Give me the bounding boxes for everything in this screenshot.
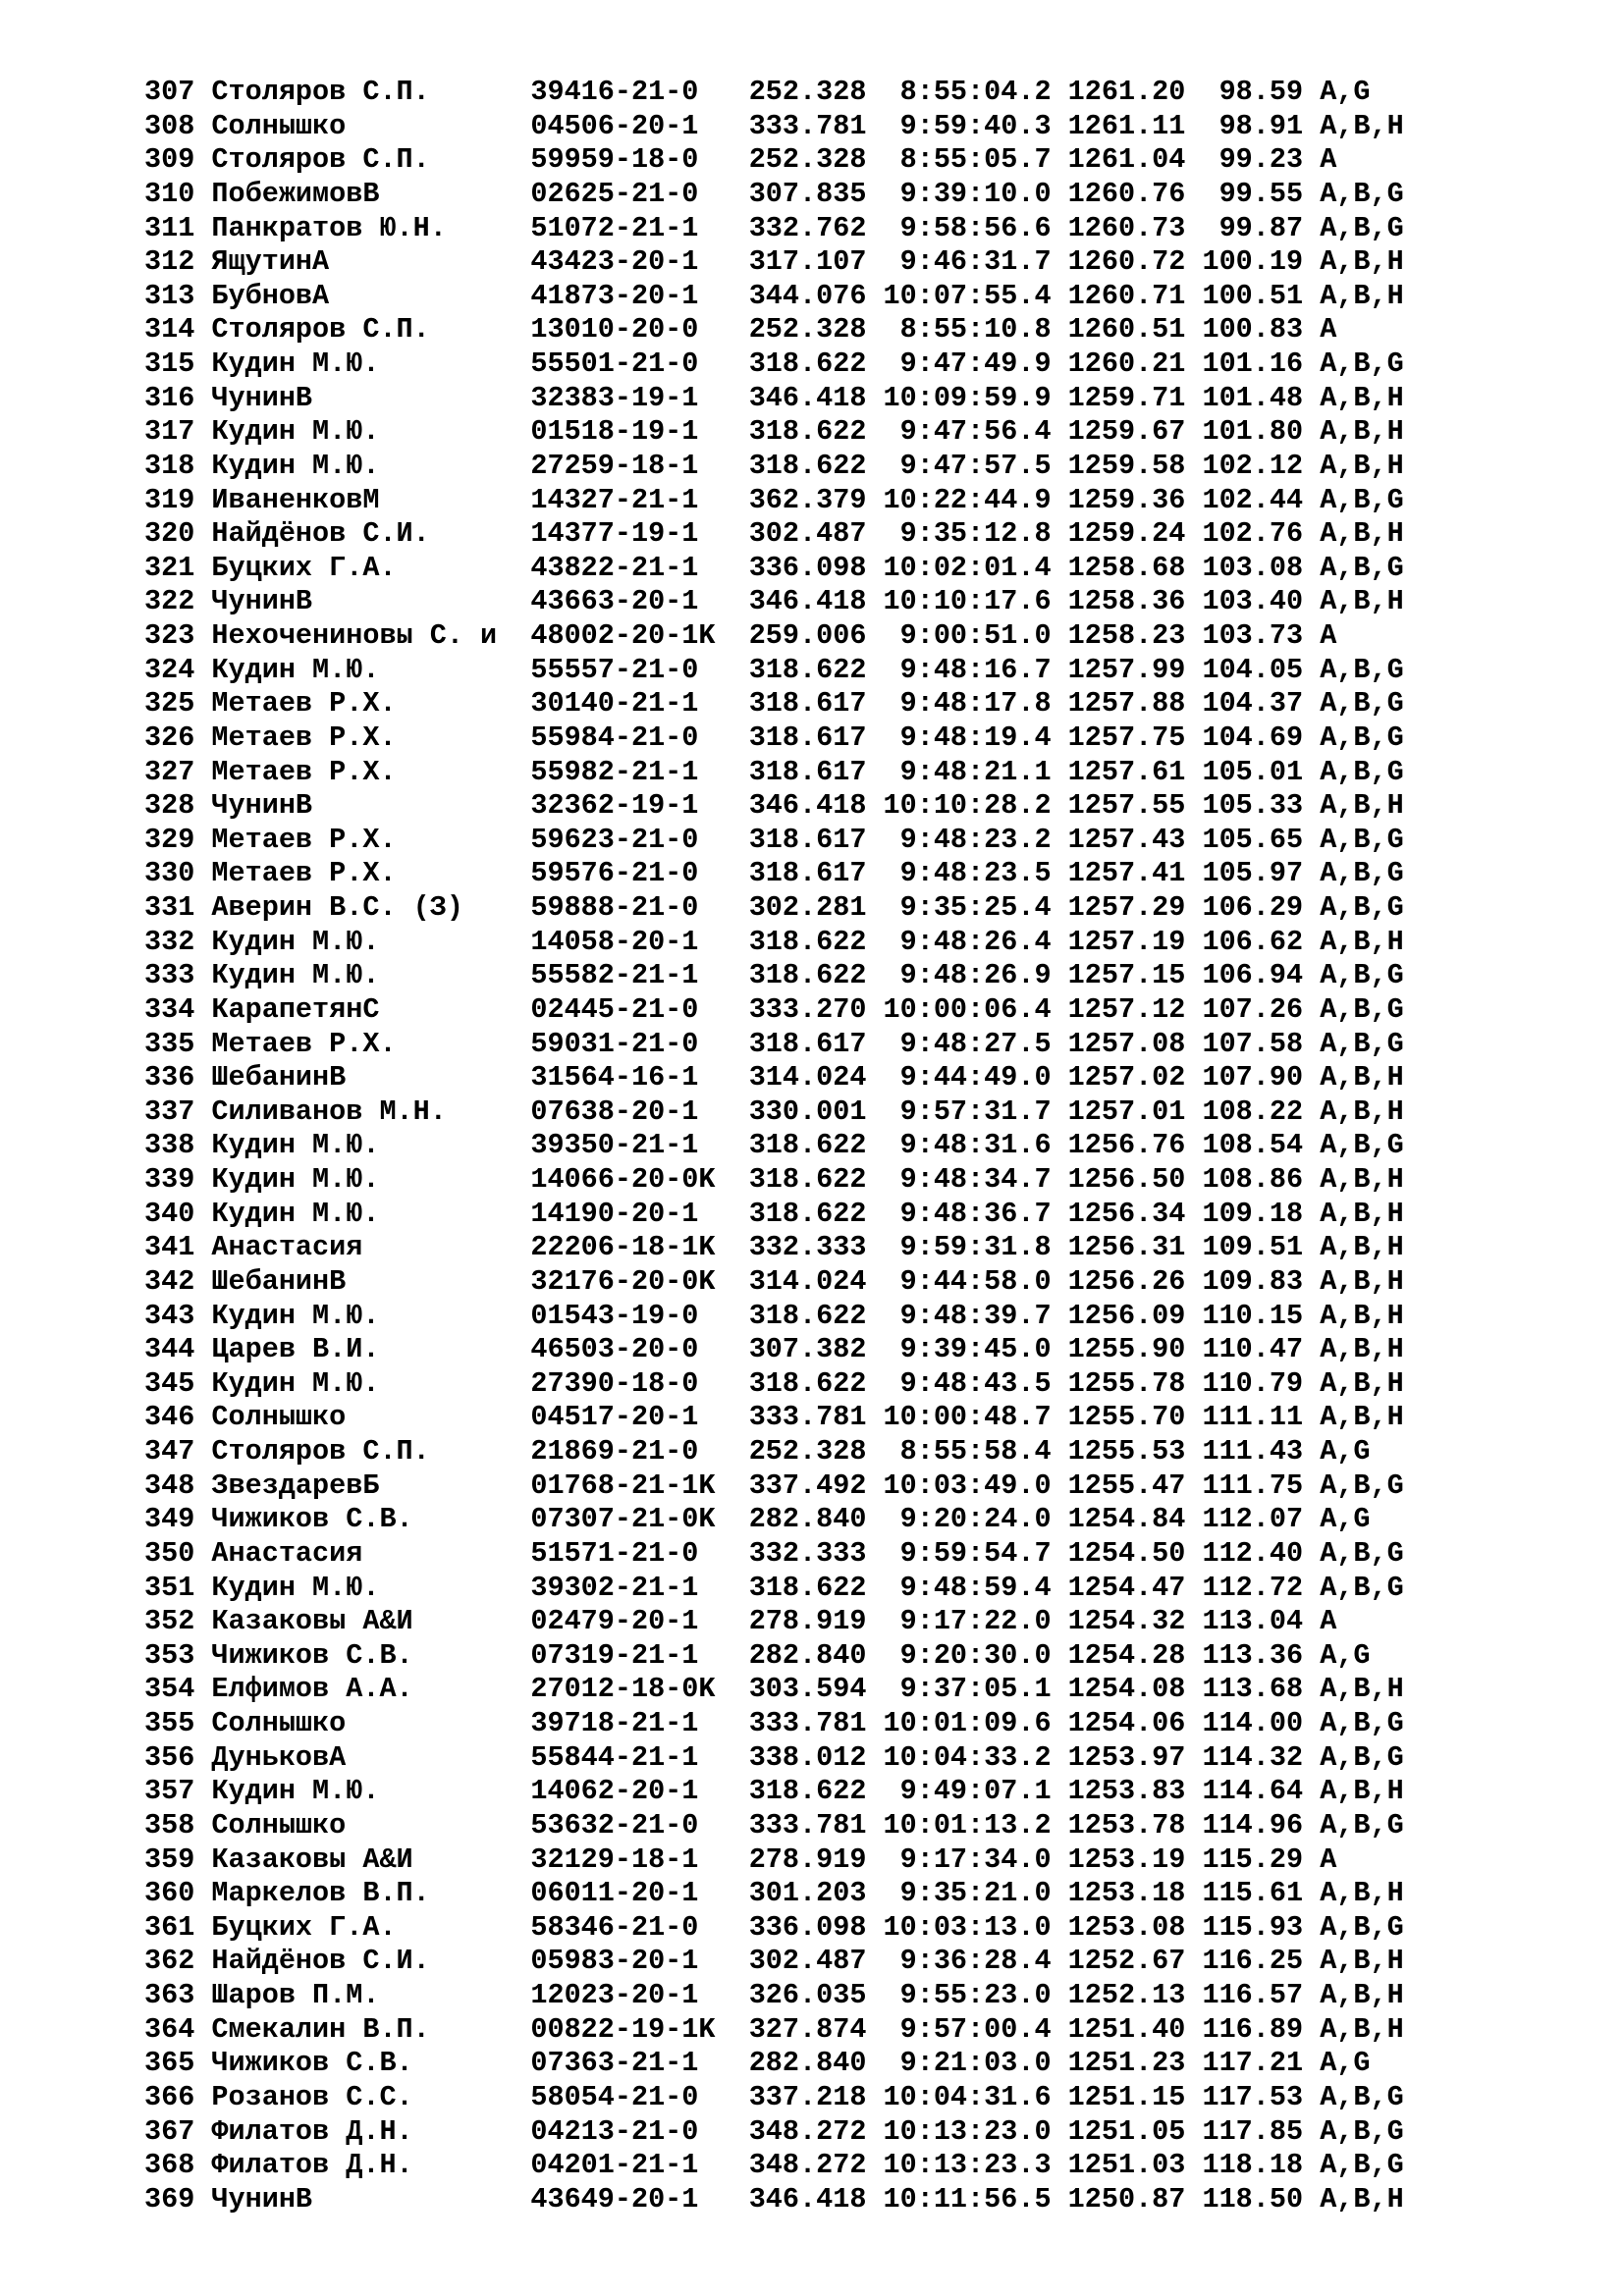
result-row: 312 ЯщутинА 43423-20-1 317.107 9:46:31.7 1260.72 100.19 A,B,H <box>144 245 1404 279</box>
result-row: 335 Метаев Р.Х. 59031-21-0 318.617 9:48:27.5 1257.08 107.58 A,B,G <box>144 1027 1404 1060</box>
result-row: 308 Солнышко 04506-20-1 333.781 9:59:40.3 1261.11 98.91 A,B,H <box>144 109 1404 142</box>
result-row: 334 КарапетянС 02445-21-0 333.270 10:00:06.4 1257.12 107.26 A,B,G <box>144 992 1404 1026</box>
result-row: 318 Кудин М.Ю. 27259-18-1 318.622 9:47:57.5 1259.58 102.12 A,B,H <box>144 449 1404 482</box>
results-listing <box>144 76 1404 2216</box>
result-row: 367 Филатов Д.Н. 04213-21-0 348.272 10:13:23.0 1251.05 117.85 A,B,G <box>144 2114 1404 2148</box>
result-row: 355 Солнышко 39718-21-1 333.781 10:01:09.6 1254.06 114.00 A,B,G <box>144 1707 1404 1739</box>
result-row: 362 Найдёнов С.И. 05983-20-1 302.487 9:36:28.4 1252.67 116.25 A,B,H <box>144 1945 1404 1978</box>
result-row: 348 ЗвездаревБ 01768-21-1K 337.492 10:03:49.0 1255.47 111.75 A,B,G <box>144 1468 1404 1502</box>
result-row: 327 Метаев Р.Х. 55982-21-1 318.617 9:48:21.1 1257.61 105.01 A,B,G <box>144 755 1404 788</box>
result-row: 349 Чижиков С.В. 07307-21-0K 282.840 9:20:24.0 1254.84 112.07 A,G <box>144 1503 1371 1536</box>
result-row: 365 Чижиков С.В. 07363-21-1 282.840 9:21:03.0 1251.23 117.21 A,G <box>144 2047 1371 2080</box>
result-row: 359 Казаковы А&И 32129-18-1 278.919 9:17:34.0 1253.19 115.29 A <box>144 1842 1337 1876</box>
result-row: 351 Кудин М.Ю. 39302-21-1 318.622 9:48:59.4 1254.47 112.72 A,B,G <box>144 1571 1404 1604</box>
result-row: 325 Метаев Р.Х. 30140-21-1 318.617 9:48:17.8 1257.88 104.37 A,B,G <box>144 687 1404 721</box>
result-row: 339 Кудин М.Ю. 14066-20-0K 318.622 9:48:34.7 1256.50 108.86 A,B,H <box>144 1163 1404 1196</box>
result-row: 311 Панкратов Ю.Н. 51072-21-1 332.762 9:58:56.6 1260.73 99.87 A,B,G <box>144 211 1404 244</box>
result-row: 356 ДуньковА 55844-21-1 338.012 10:04:33.2 1253.97 114.32 A,B,G <box>144 1740 1404 1774</box>
result-row: 313 БубновА 41873-20-1 344.076 10:07:55.4 1260.71 100.51 A,B,H <box>144 279 1404 312</box>
result-row: 310 ПобежимовВ 02625-21-0 307.835 9:39:10.0 1260.76 99.55 A,B,G <box>144 177 1404 210</box>
result-row: 328 ЧунинВ 32362-19-1 346.418 10:10:28.2 1257.55 105.33 A,B,H <box>144 789 1404 823</box>
result-row: 331 Аверин В.С. (З) 59888-21-0 302.281 9:35:25.4 1257.29 106.29 A,B,G <box>144 891 1404 924</box>
result-row: 352 Казаковы А&И 02479-20-1 278.919 9:17:22.0 1254.32 113.04 A <box>144 1605 1337 1638</box>
result-row: 307 Столяров С.П. 39416-21-0 252.328 8:55:04.2 1261.20 98.59 A,G <box>144 76 1371 108</box>
result-row: 317 Кудин М.Ю. 01518-19-1 318.622 9:47:56.4 1259.67 101.80 A,B,H <box>144 415 1404 449</box>
result-row: 346 Солнышко 04517-20-1 333.781 10:00:48.7 1255.70 111.11 A,B,H <box>144 1401 1404 1434</box>
result-row: 354 Елфимов А.А. 27012-18-0K 303.594 9:37:05.1 1254.08 113.68 A,B,H <box>144 1673 1404 1706</box>
result-row: 315 Кудин М.Ю. 55501-21-0 318.622 9:47:49.9 1260.21 101.16 A,B,G <box>144 347 1404 380</box>
result-row: 340 Кудин М.Ю. 14190-20-1 318.622 9:48:36.7 1256.34 109.18 A,B,H <box>144 1197 1404 1230</box>
result-row: 338 Кудин М.Ю. 39350-21-1 318.622 9:48:31.6 1256.76 108.54 A,B,G <box>144 1129 1404 1162</box>
result-row: 314 Столяров С.П. 13010-20-0 252.328 8:55:10.8 1260.51 100.83 A <box>144 313 1337 347</box>
result-row: 363 Шаров П.М. 12023-20-1 326.035 9:55:23.0 1252.13 116.57 A,B,H <box>144 1979 1404 2011</box>
result-row: 344 Царев В.И. 46503-20-0 307.382 9:39:45.0 1255.90 110.47 A,B,H <box>144 1333 1404 1366</box>
result-row: 345 Кудин М.Ю. 27390-18-0 318.622 9:48:43.5 1255.78 110.79 A,B,H <box>144 1366 1404 1400</box>
result-row: 332 Кудин М.Ю. 14058-20-1 318.622 9:48:26.4 1257.19 106.62 A,B,H <box>144 925 1404 958</box>
result-row: 341 Анастасия 22206-18-1K 332.333 9:59:31.8 1256.31 109.51 A,B,H <box>144 1231 1404 1264</box>
result-row: 323 Нехочениновы С. и 48002-20-1K 259.006 9:00:51.0 1258.23 103.73 A <box>144 619 1337 652</box>
result-row: 347 Столяров С.П. 21869-21-0 252.328 8:55:58.4 1255.53 111.43 A,G <box>144 1435 1371 1468</box>
result-row: 329 Метаев Р.Х. 59623-21-0 318.617 9:48:23.2 1257.43 105.65 A,B,G <box>144 823 1404 856</box>
result-row: 343 Кудин М.Ю. 01543-19-0 318.622 9:48:39.7 1256.09 110.15 A,B,H <box>144 1299 1404 1332</box>
result-row: 321 Буцких Г.А. 43822-21-1 336.098 10:02:01.4 1258.68 103.08 A,B,G <box>144 551 1404 584</box>
result-row: 360 Маркелов В.П. 06011-20-1 301.203 9:35:21.0 1253.18 115.61 A,B,H <box>144 1877 1404 1910</box>
result-row: 322 ЧунинВ 43663-20-1 346.418 10:10:17.6 1258.36 103.40 A,B,H <box>144 585 1404 618</box>
result-row: 350 Анастасия 51571-21-0 332.333 9:59:54.7 1254.50 112.40 A,B,G <box>144 1536 1404 1570</box>
result-row: 358 Солнышко 53632-21-0 333.781 10:01:13.2 1253.78 114.96 A,B,G <box>144 1808 1404 1842</box>
result-row: 336 ШебанинВ 31564-16-1 314.024 9:44:49.0 1257.02 107.90 A,B,H <box>144 1061 1404 1095</box>
result-row: 368 Филатов Д.Н. 04201-21-1 348.272 10:13:23.3 1251.03 118.18 A,B,G <box>144 2149 1404 2182</box>
result-row: 369 ЧунинВ 43649-20-1 346.418 10:11:56.5 1250.87 118.50 A,B,H <box>144 2182 1404 2216</box>
result-row: 316 ЧунинВ 32383-19-1 346.418 10:09:59.9 1259.71 101.48 A,B,H <box>144 381 1404 414</box>
result-row: 319 ИваненковМ 14327-21-1 362.379 10:22:44.9 1259.36 102.44 A,B,G <box>144 483 1404 516</box>
result-row: 357 Кудин М.Ю. 14062-20-1 318.622 9:49:07.1 1253.83 114.64 A,B,H <box>144 1775 1404 1808</box>
result-row: 353 Чижиков С.В. 07319-21-1 282.840 9:20:30.0 1254.28 113.36 A,G <box>144 1638 1371 1672</box>
result-row: 366 Розанов С.С. 58054-21-0 337.218 10:04:31.6 1251.15 117.53 A,B,G <box>144 2080 1404 2113</box>
result-row: 326 Метаев Р.Х. 55984-21-0 318.617 9:48:19.4 1257.75 104.69 A,B,G <box>144 721 1404 754</box>
result-row: 342 ШебанинВ 32176-20-0K 314.024 9:44:58.0 1256.26 109.83 A,B,H <box>144 1264 1404 1298</box>
result-row: 320 Найдёнов С.И. 14377-19-1 302.487 9:35:12.8 1259.24 102.76 A,B,H <box>144 517 1404 551</box>
result-row: 324 Кудин М.Ю. 55557-21-0 318.622 9:48:16.7 1257.99 104.05 A,B,G <box>144 653 1404 686</box>
result-row: 361 Буцких Г.А. 58346-21-0 336.098 10:03:13.0 1253.08 115.93 A,B,G <box>144 1910 1404 1944</box>
result-row: 333 Кудин М.Ю. 55582-21-1 318.622 9:48:26.9 1257.15 106.94 A,B,G <box>144 959 1404 992</box>
result-row: 330 Метаев Р.Х. 59576-21-0 318.617 9:48:23.5 1257.41 105.97 A,B,G <box>144 857 1404 890</box>
result-row: 309 Столяров С.П. 59959-18-0 252.328 8:55:05.7 1261.04 99.23 A <box>144 143 1337 177</box>
result-row: 364 Смекалин В.П. 00822-19-1K 327.874 9:57:00.4 1251.40 116.89 A,B,H <box>144 2012 1404 2046</box>
result-row: 337 Силиванов М.Н. 07638-20-1 330.001 9:57:31.7 1257.01 108.22 A,B,H <box>144 1095 1404 1128</box>
